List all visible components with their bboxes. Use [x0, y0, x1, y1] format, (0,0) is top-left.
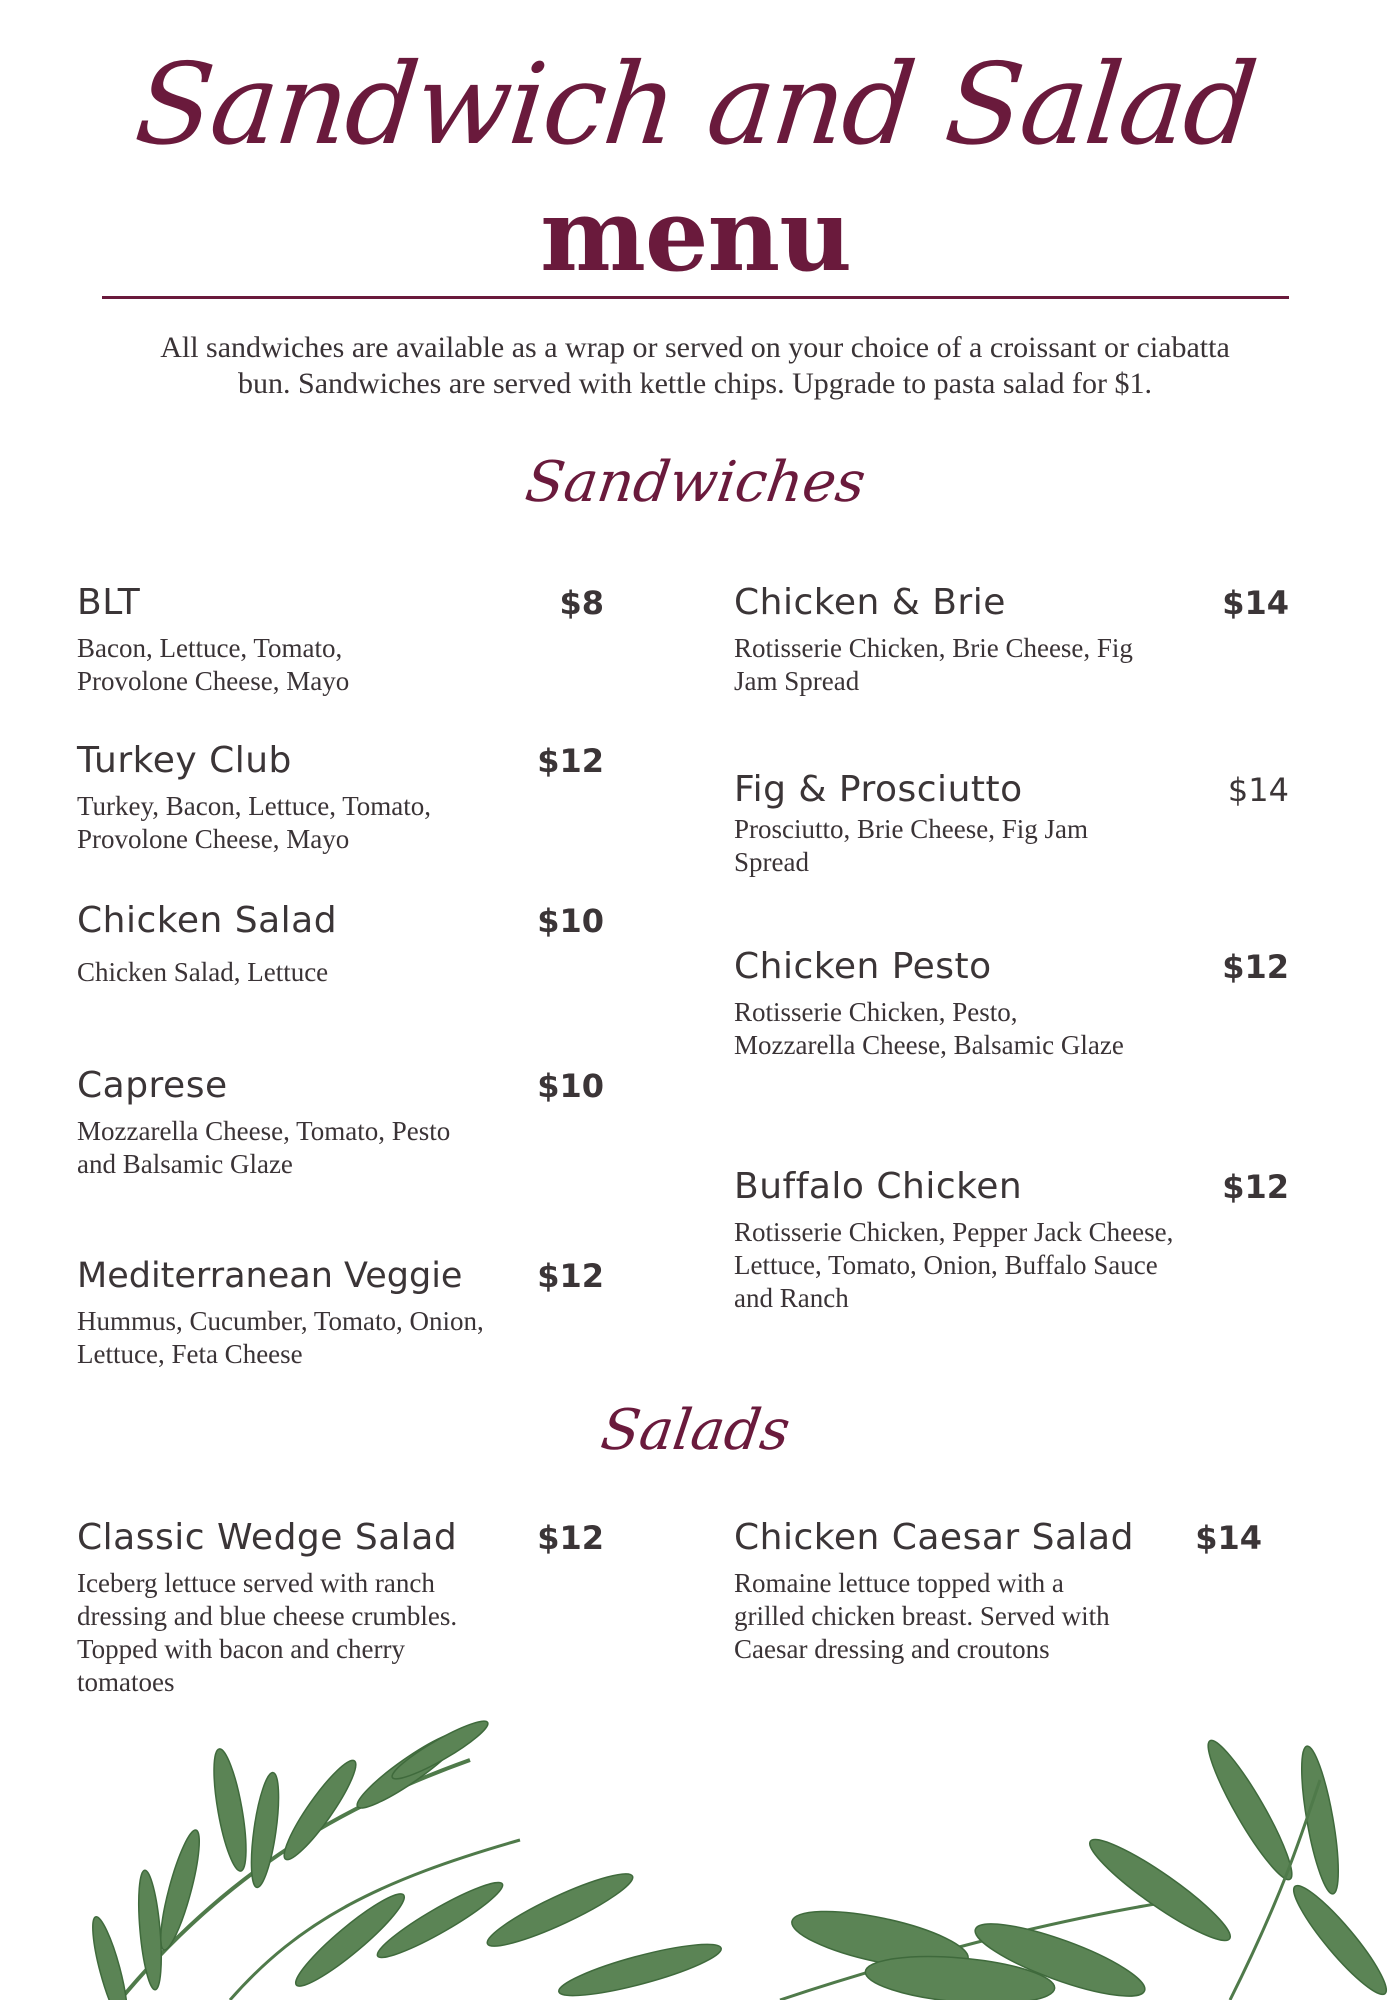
menu-item-fig-prosciutto — [734, 767, 1289, 879]
item-price: $14 — [1227, 771, 1289, 809]
item-description: Rotisserie Chicken, Brie Cheese, Fig Jam Spread — [734, 633, 1133, 696]
intro-text: All sandwiches are available as a wrap or served on your choice of a croissant or ciabatta bun. Sandwiches are served with kettle chips. Upgrade to pasta salad for $1. — [160, 331, 1230, 400]
item-description: Mozzarella Cheese, Tomato, Pesto and Balsamic Glaze — [77, 1116, 451, 1179]
item-name: Chicken Caesar Salad — [734, 1517, 1134, 1558]
menu-item-chicken-salad — [77, 898, 604, 989]
item-price: $12 — [537, 1257, 604, 1295]
item-description: Iceberg lettuce served with ranch dressing and blue cheese crumbles. Topped with bacon and cherry tomatoes — [77, 1568, 458, 1697]
menu-item-classic-wedge-salad — [77, 1515, 604, 1699]
item-name: Mediterranean Veggie — [77, 1256, 463, 1296]
item-description: Turkey, Bacon, Lettuce, Tomato, Provolone Cheese, Mayo — [77, 791, 432, 854]
menu-item-turkey-club — [77, 738, 604, 856]
item-description: Prosciutto, Brie Cheese, Fig Jam Spread — [734, 814, 1088, 877]
item-price: $10 — [537, 1067, 604, 1105]
leaf-decoration — [0, 1720, 1391, 2000]
item-name: BLT — [77, 582, 141, 623]
item-price: $12 — [537, 1519, 604, 1557]
item-price: $8 — [559, 584, 604, 622]
item-name: Buffalo Chicken — [734, 1166, 1023, 1207]
item-price: $12 — [1222, 948, 1289, 986]
item-price: $14 — [1222, 584, 1289, 622]
menu-item-caprese — [77, 1063, 604, 1181]
item-name: Chicken & Brie — [734, 582, 1006, 623]
menu-item-buffalo-chicken — [734, 1164, 1289, 1315]
title-divider — [102, 296, 1289, 299]
item-name: Turkey Club — [77, 740, 292, 781]
item-description: Romaine lettuce topped with a grilled chicken breast. Served with Caesar dressing and croutons — [734, 1568, 1110, 1664]
menu-item-blt — [77, 580, 604, 698]
item-price: $12 — [1222, 1168, 1289, 1206]
menu-title-script: Sandwich and Salad — [129, 40, 1262, 170]
item-price: $12 — [537, 742, 604, 780]
menu-item-mediterranean-veggie — [77, 1253, 604, 1371]
item-name: Fig & Prosciutto — [734, 769, 1023, 810]
menu-title: menu — [540, 176, 851, 294]
item-description: Rotisserie Chicken, Pesto, Mozzarella Cheese, Balsamic Glaze — [734, 997, 1124, 1060]
salads-heading: Salads — [597, 1398, 794, 1463]
item-price: $14 — [1195, 1519, 1262, 1557]
sandwiches-heading: Sandwiches — [521, 450, 870, 515]
item-name: Chicken Salad — [77, 900, 338, 941]
item-name: Caprese — [77, 1065, 228, 1106]
item-name: Classic Wedge Salad — [77, 1517, 458, 1558]
menu-item-chicken-caesar-salad — [734, 1515, 1262, 1666]
menu-item-chicken-brie — [734, 580, 1289, 698]
item-name: Chicken Pesto — [734, 946, 992, 987]
item-description: Bacon, Lettuce, Tomato, Provolone Cheese, Mayo — [77, 633, 350, 696]
item-price: $10 — [537, 902, 604, 940]
item-description: Hummus, Cucumber, Tomato, Onion, Lettuce, Feta Cheese — [77, 1306, 484, 1369]
menu-item-chicken-pesto — [734, 944, 1289, 1062]
item-description: Rotisserie Chicken, Pepper Jack Cheese, Lettuce, Tomato, Onion, Buffalo Sauce and Ranch — [734, 1217, 1174, 1313]
item-description: Chicken Salad, Lettuce — [77, 957, 329, 987]
